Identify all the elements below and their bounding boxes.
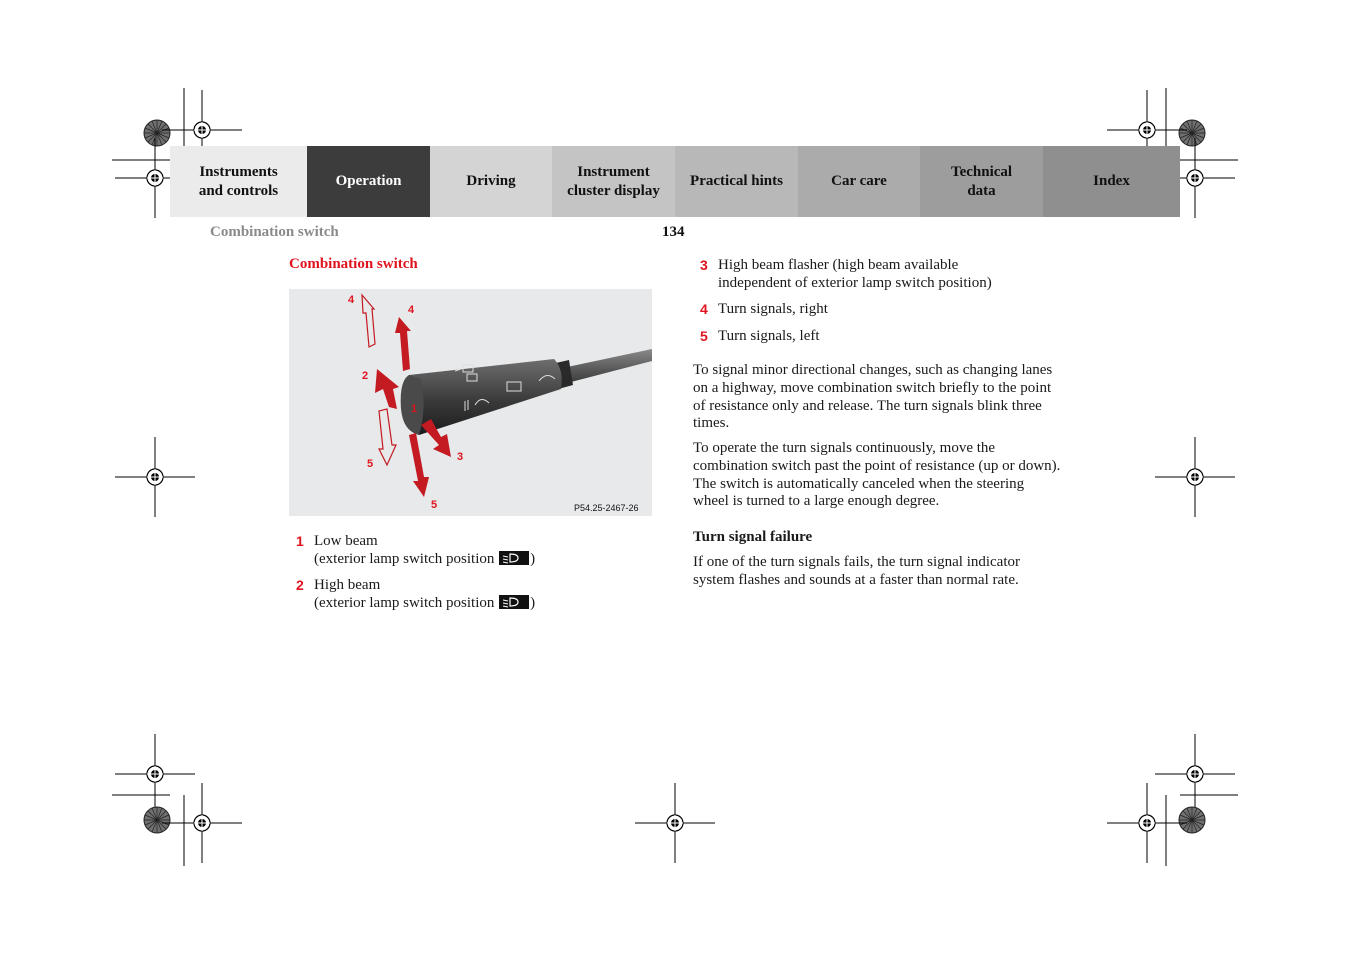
callout-3: 3 — [457, 451, 464, 463]
arrow-turn-left — [409, 433, 429, 497]
item-text: High beam — [314, 577, 381, 593]
list-item — [700, 256, 1080, 294]
tab-label: Practical hints — [690, 173, 783, 189]
section-title: Combination switch — [289, 256, 418, 272]
arrow-turn-right-outline — [362, 295, 375, 347]
arrow-high-beam — [375, 369, 399, 409]
tab-label: Car care — [831, 173, 887, 189]
callout-1: 1 — [411, 403, 418, 415]
item-number: 5 — [700, 328, 708, 344]
combination-switch-figure — [289, 289, 652, 516]
list-item — [700, 300, 1080, 320]
subheading: Turn signal failure — [693, 529, 813, 545]
arrow-turn-right — [395, 317, 411, 371]
item-text: ) — [530, 551, 536, 567]
tab-operation[interactable] — [307, 146, 430, 217]
callout-5: 5 — [431, 499, 438, 511]
figure-code: P54.25-2467-26 — [574, 503, 639, 513]
tab-practical-hints[interactable] — [675, 146, 798, 217]
tab-label: Technical — [950, 163, 1013, 180]
tab-label: Index — [1093, 173, 1130, 189]
item-text: High beam flasher (high beam available — [718, 257, 959, 273]
breadcrumb: Combination switch — [210, 224, 339, 240]
item-number: 3 — [700, 257, 708, 273]
arrow-turn-left-outline — [379, 409, 396, 465]
callout-4: 4 — [348, 294, 355, 306]
item-number: 2 — [296, 577, 304, 593]
item-text: Turn signals, right — [718, 301, 828, 317]
callout-5: 5 — [367, 458, 374, 470]
tab-label: Driving — [466, 173, 516, 189]
callout-2: 2 — [362, 370, 369, 382]
tab-label: data — [967, 182, 996, 199]
item-text: independent of exterior lamp switch position) — [718, 275, 992, 291]
tab-label: Instruments — [199, 163, 278, 180]
tab-technical-data[interactable] — [920, 146, 1043, 217]
item-number: 1 — [296, 533, 304, 549]
tab-label: Operation — [335, 173, 402, 189]
callout-4: 4 — [408, 304, 415, 316]
list-item — [296, 576, 656, 616]
paragraph: To operate the turn signals continuously, move the combination switch past the point of resistance (up or down). The switch is automatically canceled when the steering wheel is turned to a large enough degree. — [693, 440, 1061, 510]
combination-switch-illustration — [289, 289, 652, 516]
tab-car-care[interactable] — [798, 146, 920, 217]
page-number: 134 — [662, 224, 685, 240]
list-item — [700, 327, 1080, 347]
item-text: (exterior lamp switch position — [314, 551, 495, 567]
tab-label: cluster display — [567, 182, 660, 199]
tab-instruments-and-controls[interactable] — [170, 146, 307, 217]
item-text: Low beam — [314, 533, 378, 549]
paragraph: To signal minor directional changes, such as changing lanes on a highway, move combination switch briefly to the point of resistance only and release. The turn signals blink three times. — [693, 362, 1053, 432]
low-beam-icon — [499, 551, 529, 565]
tab-instrument-cluster-display[interactable] — [552, 146, 675, 217]
list-item — [296, 532, 656, 572]
tab-label: Instrument — [577, 163, 650, 180]
low-beam-icon — [499, 595, 529, 609]
paragraph: If one of the turn signals fails, the turn signal indicator system flashes and sounds at a faster than normal rate. — [693, 554, 1021, 588]
tab-label: and controls — [198, 182, 279, 199]
tab-index[interactable] — [1043, 146, 1180, 217]
item-number: 4 — [700, 301, 708, 317]
item-text: Turn signals, left — [718, 328, 820, 344]
item-text: ) — [530, 595, 536, 611]
item-text: (exterior lamp switch position — [314, 595, 495, 611]
tab-driving[interactable] — [430, 146, 552, 217]
